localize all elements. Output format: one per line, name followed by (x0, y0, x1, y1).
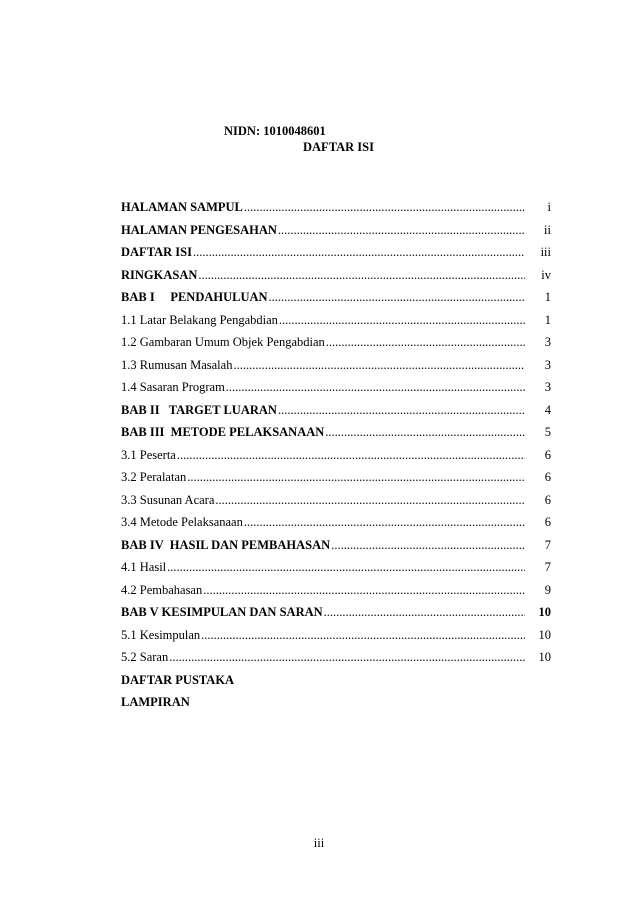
toc-entry-leader (233, 358, 525, 373)
toc-entry-label: 1.1 Latar Belakang Pengabdian (121, 312, 278, 327)
toc-entry-leader (278, 223, 525, 238)
toc-entry-leader (193, 245, 525, 260)
toc-entry-page: 1 (544, 312, 551, 327)
toc-entry-leader (244, 200, 525, 215)
toc-entry-label: DAFTAR ISI (121, 245, 192, 259)
toc-entry-page: 3 (544, 380, 551, 394)
toc-entry-label: DAFTAR PUSTAKA (121, 672, 235, 687)
toc-entry-label: 5.1 Kesimpulan (121, 627, 201, 642)
toc-entry (121, 583, 551, 606)
toc-entry-page: ii (544, 222, 551, 237)
toc-entry-label: BAB II TARGET LUARAN (121, 402, 277, 417)
toc-entry-leader (279, 313, 525, 328)
toc-entry-page: 1 (544, 290, 551, 304)
toc-entry-label: 3.3 Susunan Acara (121, 492, 215, 507)
toc-entry-leader (331, 538, 525, 553)
nidn-line: NIDN: 1010048601 (224, 124, 326, 138)
toc-entry (121, 695, 551, 718)
toc-entry-leader (278, 403, 525, 418)
toc-entry (121, 223, 551, 246)
toc-entry-label: LAMPIRAN (121, 695, 190, 709)
toc-entry-page: 5 (544, 425, 551, 439)
toc-entry-leader (325, 425, 525, 440)
toc-entry-page: 10 (538, 627, 551, 642)
toc-entry-page: 4 (544, 402, 551, 417)
toc-entry (121, 290, 551, 313)
toc-entry-leader (324, 605, 525, 620)
toc-entry-page: 10 (538, 650, 551, 664)
toc-entry-leader (244, 515, 525, 530)
toc-entry-leader (203, 583, 525, 598)
toc-entry-label: 4.2 Pembahasan (121, 582, 203, 597)
toc-entry-label: BAB V KESIMPULAN DAN SARAN (121, 605, 323, 619)
toc-entry (121, 425, 551, 448)
toc-entry (121, 200, 551, 223)
toc-entry-label: 3.4 Metode Pelaksanaan (121, 515, 243, 529)
toc-entry-label: BAB III METODE PELAKSANAAN (121, 425, 325, 439)
toc-entry (121, 628, 551, 651)
toc-entry (121, 470, 551, 493)
toc-entry-label: 3.1 Peserta (121, 447, 176, 462)
toc-entry-label: 1.2 Gambaran Umum Objek Pengabdian (121, 335, 325, 349)
table-of-contents (121, 200, 551, 718)
toc-entry-label: 5.2 Saran (121, 650, 169, 664)
toc-entry-leader (169, 650, 525, 665)
toc-entry (121, 493, 551, 516)
toc-entry-label: BAB I PENDAHULUAN (121, 290, 268, 304)
toc-entry-page: i (547, 200, 551, 214)
toc-entry-leader (167, 560, 525, 575)
toc-entry-label: HALAMAN SAMPUL (121, 200, 243, 214)
toc-entry-label: HALAMAN PENGESAHAN (121, 222, 277, 237)
toc-entry (121, 268, 551, 291)
toc-entry (121, 673, 551, 696)
toc-entry-leader (201, 628, 525, 643)
toc-entry (121, 313, 551, 336)
page-number: iii (313, 836, 325, 850)
toc-entry (121, 538, 551, 561)
toc-entry-page: iv (541, 267, 551, 282)
toc-entry (121, 448, 551, 471)
toc-entry-leader (198, 268, 525, 283)
toc-entry-label: 1.3 Rumusan Masalah (121, 357, 233, 372)
toc-entry (121, 515, 551, 538)
toc-entry-leader (215, 493, 525, 508)
toc-entry-leader (187, 470, 525, 485)
toc-entry-page: 7 (544, 537, 551, 552)
toc-entry-label: 1.4 Sasaran Program (121, 380, 225, 394)
page-title: DAFTAR ISI (303, 140, 374, 154)
toc-entry (121, 403, 551, 426)
toc-entry-label: 3.2 Peralatan (121, 470, 187, 484)
toc-entry-label: RINGKASAN (121, 267, 198, 282)
toc-entry (121, 650, 551, 673)
toc-entry-leader (269, 290, 525, 305)
toc-entry (121, 380, 551, 403)
toc-entry-page: iii (540, 245, 551, 259)
toc-entry-page: 3 (544, 335, 551, 349)
toc-entry-page: 6 (544, 515, 551, 529)
toc-entry-page: 7 (544, 560, 551, 574)
toc-entry (121, 245, 551, 268)
toc-entry-leader (226, 380, 525, 395)
toc-entry-label: 4.1 Hasil (121, 560, 167, 574)
toc-entry-page: 6 (544, 447, 551, 462)
toc-entry (121, 335, 551, 358)
toc-entry (121, 358, 551, 381)
toc-entry-page: 6 (544, 492, 551, 507)
toc-entry-page: 6 (544, 470, 551, 484)
toc-entry-page: 3 (544, 357, 551, 372)
toc-entry-leader (326, 335, 525, 350)
toc-entry-page: 10 (538, 605, 551, 619)
toc-entry (121, 560, 551, 583)
toc-entry-label: BAB IV HASIL DAN PEMBAHASAN (121, 537, 331, 552)
toc-entry-page: 9 (544, 582, 551, 597)
toc-entry (121, 605, 551, 628)
toc-entry-leader (177, 448, 525, 463)
